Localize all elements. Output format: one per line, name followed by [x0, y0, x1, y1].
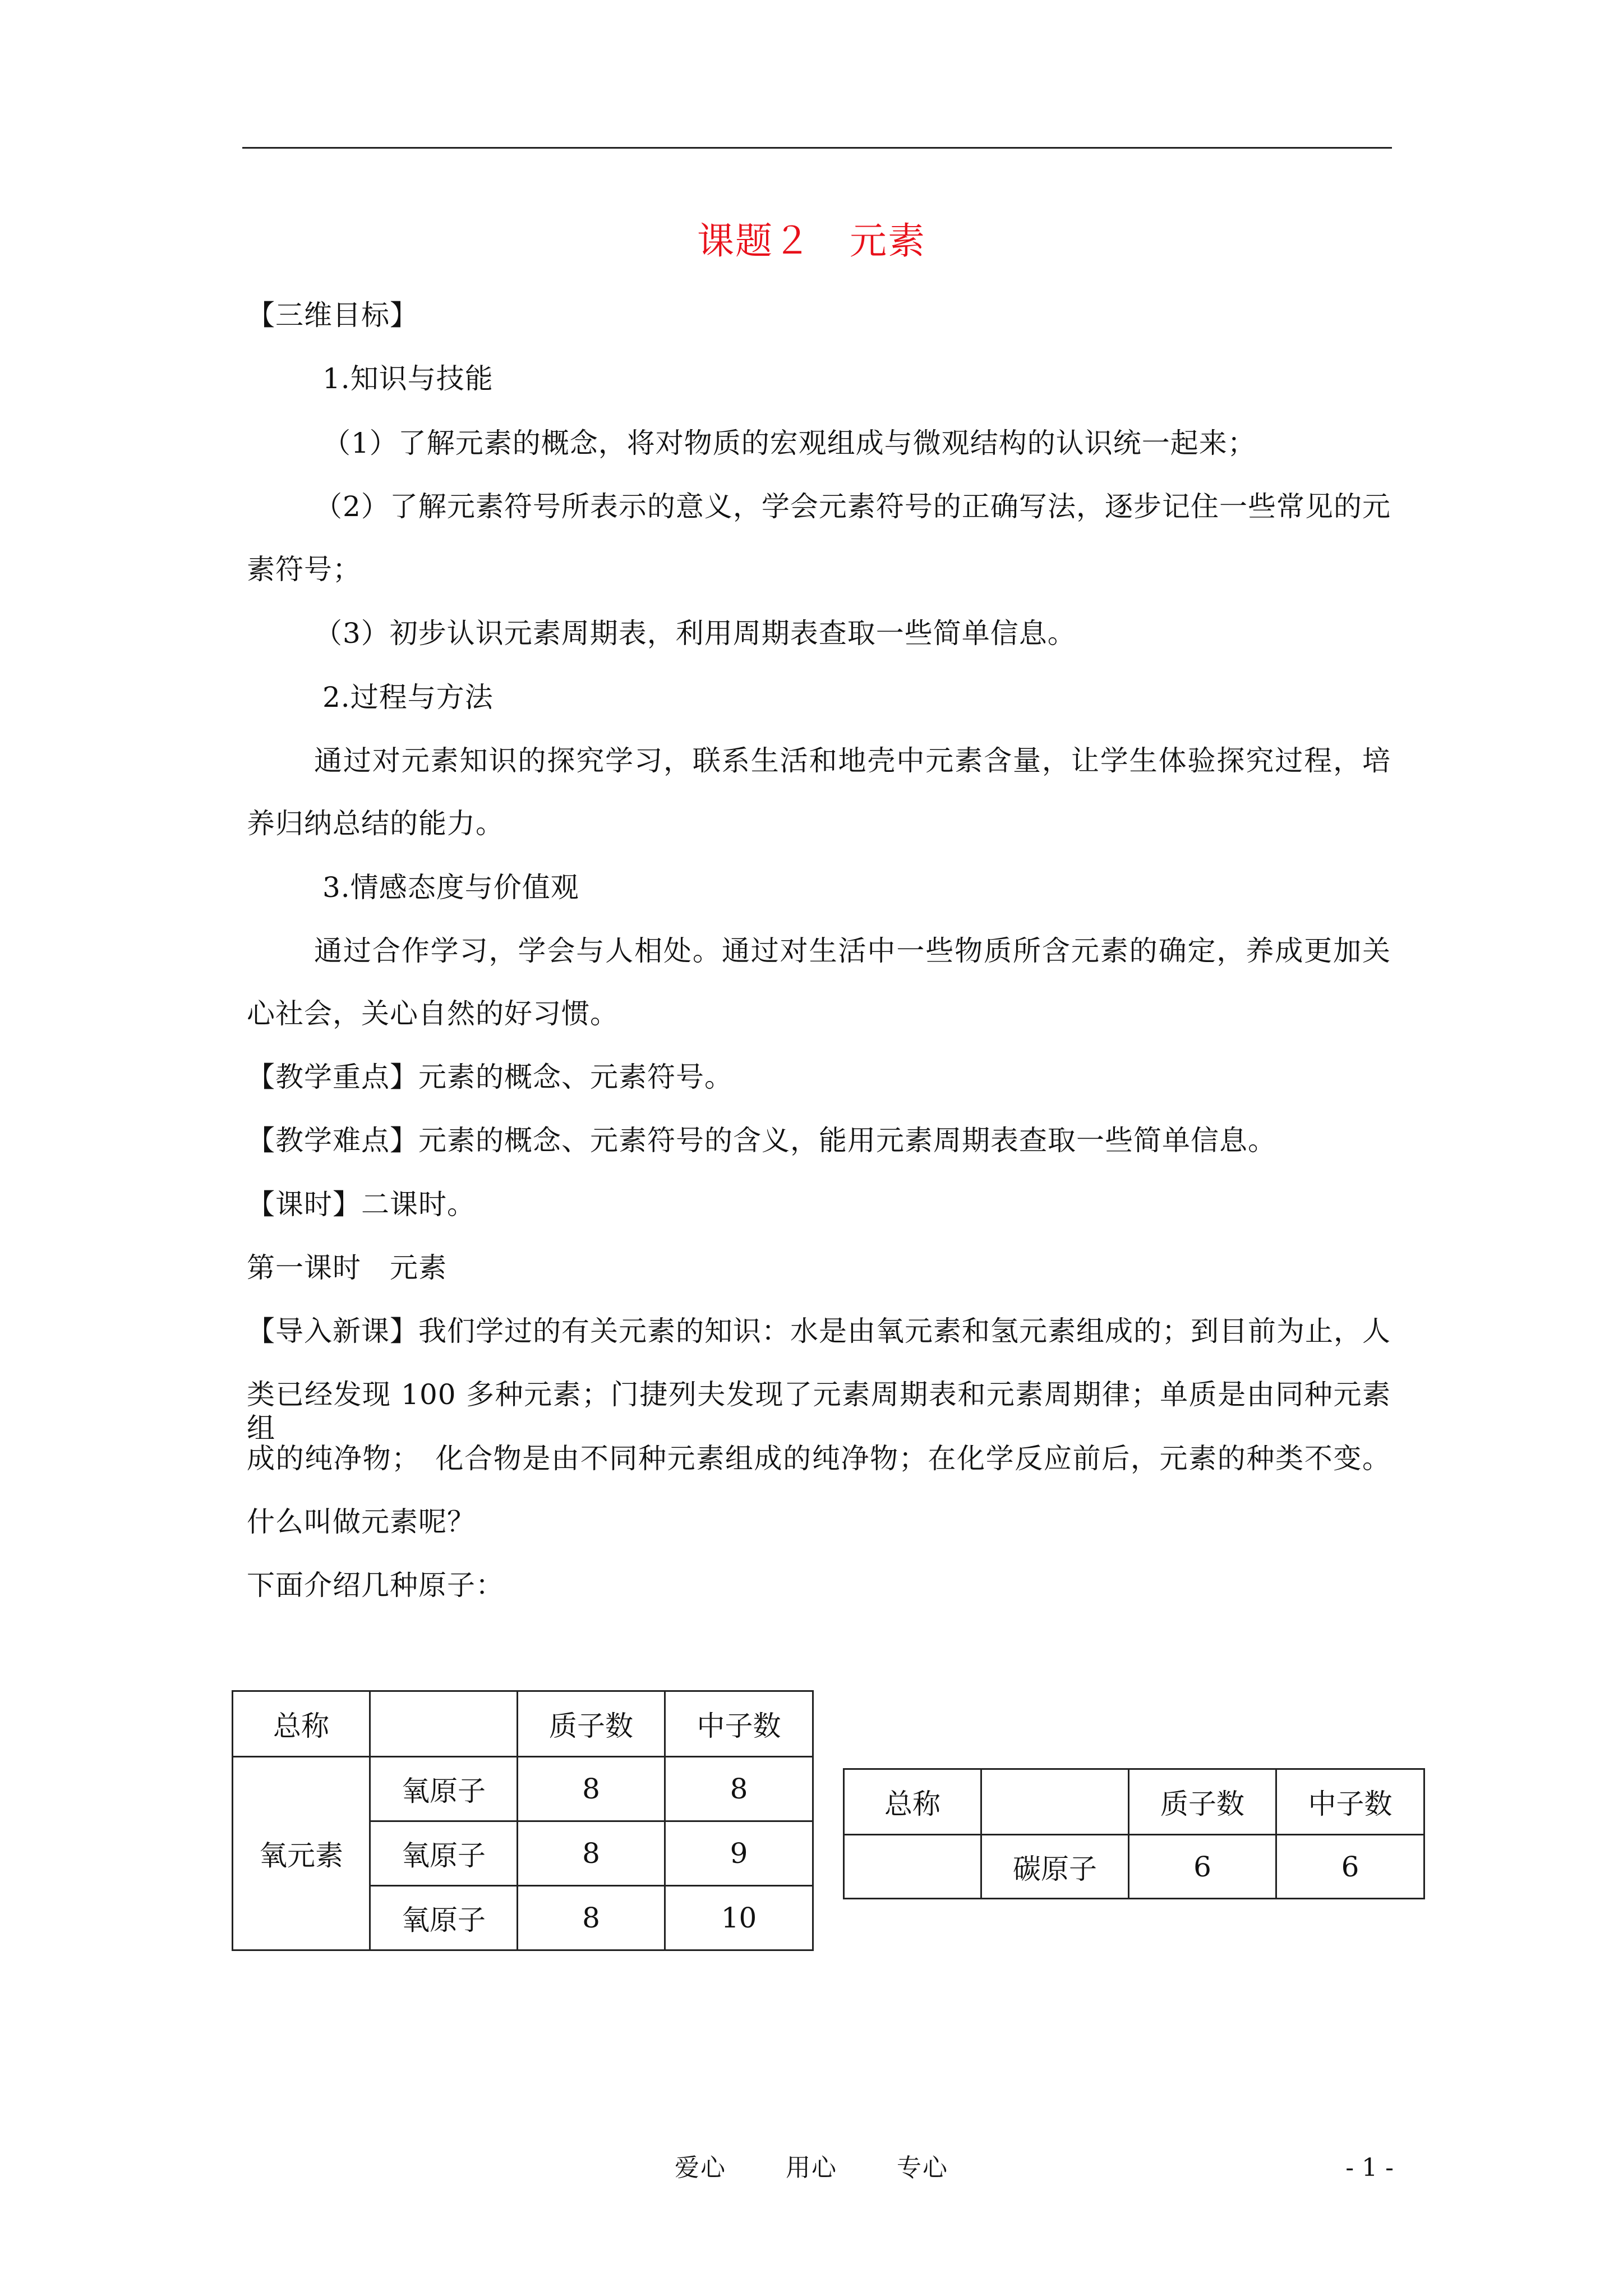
neutron-cell: 10 [665, 1886, 813, 1950]
header-cell: 中子数 [1276, 1769, 1424, 1835]
table-header-row [233, 1691, 813, 1757]
intro-line3: 成的纯净物； 化合物是由不同种元素组成的纯净物；在化学反应前后，元素的种类不变。 [247, 1442, 1391, 1475]
atom-name-cell: 氧原子 [370, 1886, 518, 1950]
proton-cell: 8 [518, 1886, 665, 1950]
proton-cell: 8 [518, 1757, 665, 1821]
oxygen-atoms-table [232, 1690, 814, 1951]
key-point: 【教学重点】元素的概念、元素符号。 [247, 1061, 733, 1093]
header-cell [981, 1769, 1129, 1835]
section3-heading: 3.情感态度与价值观 [322, 871, 579, 904]
page-number: - 1 - [1345, 2154, 1394, 2182]
atom-name-cell: 氧原子 [370, 1757, 518, 1821]
proton-cell: 6 [1129, 1835, 1276, 1899]
document-title: 课题２ 元素 [697, 219, 926, 263]
section1-item1: （1）了解元素的概念，将对物质的宏观组成与微观结构的认识统一起来； [322, 427, 1256, 459]
intro-line2: 类已经发现 100 多种元素；门捷列夫发现了元素周期表和元素周期律；单质是由同种元素组 [247, 1378, 1391, 1444]
intro-line1: 【导入新课】我们学过的有关元素的知识：水是由氧元素和氢元素组成的；到目前为止，人 [247, 1315, 1391, 1347]
section1-heading: 1.知识与技能 [322, 362, 494, 395]
section2-heading: 2.过程与方法 [322, 681, 494, 714]
table-header-row [844, 1769, 1424, 1835]
footer-word: 爱心 [675, 2154, 726, 2182]
element-group-cell: 氧元素 [233, 1757, 370, 1950]
header-cell: 质子数 [1129, 1769, 1276, 1835]
header-cell: 总称 [233, 1691, 370, 1757]
carbon-atom-table [843, 1768, 1425, 1899]
footer-word: 用心 [786, 2154, 837, 2182]
section1-item2-line1: （2）了解元素符号所表示的意义，学会元素符号的正确写法，逐步记住一些常见的元 [314, 490, 1391, 523]
group-cell [844, 1835, 981, 1899]
atom-name-cell: 氧原子 [370, 1821, 518, 1886]
table-row [233, 1757, 813, 1821]
section3-text-line1: 通过合作学习，学会与人相处。通过对生活中一些物质所含元素的确定，养成更加关 [314, 935, 1391, 967]
header-rule [242, 147, 1392, 149]
intro-line4: 什么叫做元素呢？ [247, 1506, 476, 1538]
neutron-cell: 8 [665, 1757, 813, 1821]
header-cell [370, 1691, 518, 1757]
objectives-heading: 【三维目标】 [247, 299, 418, 332]
proton-cell: 8 [518, 1821, 665, 1886]
table-row [844, 1835, 1424, 1899]
atoms-intro: 下面介绍几种原子： [247, 1569, 504, 1602]
header-cell: 总称 [844, 1769, 981, 1835]
section2-text-line2: 养归纳总结的能力。 [247, 807, 504, 840]
class-hours: 【课时】二课时。 [247, 1188, 476, 1221]
header-cell: 中子数 [665, 1691, 813, 1757]
section2-text-line1: 通过对元素知识的探究学习，联系生活和地壳中元素含量，让学生体验探究过程，培 [314, 744, 1391, 777]
section3-text-line2: 心社会，关心自然的好习惯。 [247, 997, 619, 1030]
neutron-cell: 6 [1276, 1835, 1424, 1899]
footer-word: 专心 [897, 2154, 948, 2182]
header-cell: 质子数 [518, 1691, 665, 1757]
section1-item2-line2: 素符号； [247, 553, 361, 586]
difficult-point: 【教学难点】元素的概念、元素符号的含义，能用元素周期表查取一些简单信息。 [247, 1124, 1276, 1157]
neutron-cell: 9 [665, 1821, 813, 1886]
lesson1-heading: 第一课时 元素 [247, 1251, 447, 1284]
section1-item3: （3）初步认识元素周期表，利用周期表查取一些简单信息。 [314, 617, 1076, 650]
atom-name-cell: 碳原子 [981, 1835, 1129, 1899]
